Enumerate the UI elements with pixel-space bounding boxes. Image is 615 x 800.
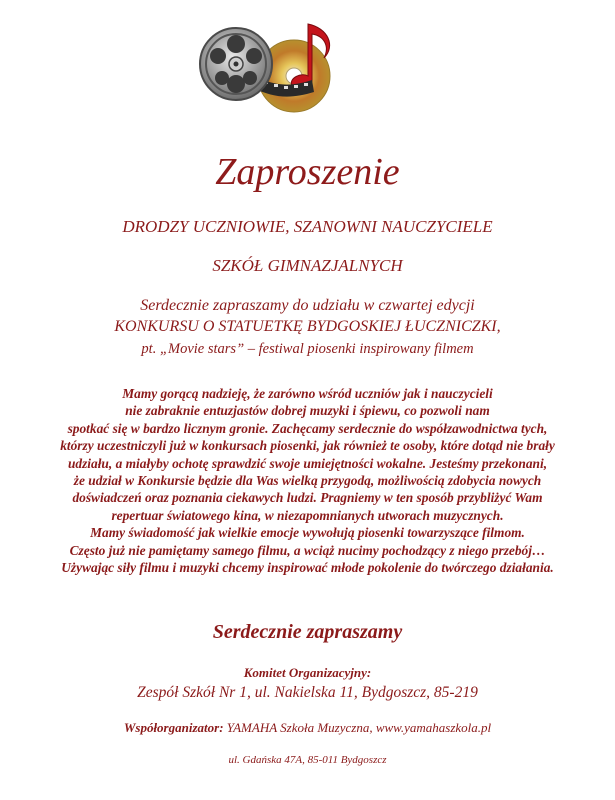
- intro-line-2: KONKURSU O STATUETKĘ BYDGOSKIEJ ŁUCZNICZKI,: [114, 318, 501, 335]
- body-line: Często już nie pamiętamy samego filmu, a wciąż nucimy pochodzący z niego przebój…: [69, 542, 546, 558]
- body-line: że udział w Konkursie będzie dla Was wielką przygodą, możliwością zdobycia nowych: [73, 473, 542, 489]
- page-title: Zaproszenie: [215, 151, 400, 193]
- film-reel-cd-music-note-icon: [188, 6, 348, 134]
- body-line: repertuar światowego kina, w niezapomnianych utworach muzycznych.: [111, 507, 504, 523]
- coorganizer-line: [0, 720, 615, 736]
- body-line: nie zabraknie entuzjastów dobrej muzyki i śpiewu, co pozwoli nam: [125, 403, 490, 419]
- footer-address: ul. Gdańska 47A, 85-011 Bydgoszcz: [228, 754, 387, 766]
- coorganizer-value: YAMAHA Szkoła Muzyczna, www.yamahaszkola.pl: [223, 720, 492, 735]
- body-line: doświadczeń oraz poznania ciekawych ludzi. Pragniemy w ten sposób przybliżyć Wam: [72, 490, 543, 506]
- body-line: udziału, a miałyby ochotę sprawdzić swoje umiejętności wokalne. Jesteśmy przekonani,: [67, 455, 548, 471]
- intro-line-1: Serdecznie zapraszamy do udziału w czwartej edycji: [140, 297, 475, 314]
- body-text: [0, 385, 615, 576]
- intro-line-3: pt. „Movie stars” – festiwal piosenki inspirowany filmem: [141, 341, 474, 357]
- closing-invite: Serdecznie zapraszamy: [212, 621, 403, 643]
- body-line: Używając siły filmu i muzyki chcemy inspirować młode pokolenie do twórczego działania.: [61, 560, 554, 576]
- committee-address: Zespół Szkół Nr 1, ul. Nakielska 11, Bydgoszcz, 85-219: [137, 684, 478, 701]
- body-line: którzy uczestniczyli już w konkursach piosenki, jak również te osoby, które dotąd nie brały: [60, 438, 555, 454]
- committee-label: Komitet Organizacyjny:: [243, 665, 372, 680]
- body-line: Mamy gorącą nadzieję, że zarówno wśród uczniów jak i nauczycieli: [122, 386, 493, 401]
- heading-line-1: DRODZY UCZNIOWIE, SZANOWNI NAUCZYCIELE: [122, 217, 493, 236]
- body-line: Mamy świadomość jak wielkie emocje wywołują piosenki towarzyszące filmom.: [90, 525, 525, 541]
- coorganizer-label: Współorganizator:: [123, 720, 224, 735]
- heading-line-2: SZKÓŁ GIMNAZJALNYCH: [212, 256, 403, 275]
- body-line: spotkać się w bardzo licznym gronie. Zachęcamy serdecznie do współzawodnictwa tych,: [67, 420, 548, 436]
